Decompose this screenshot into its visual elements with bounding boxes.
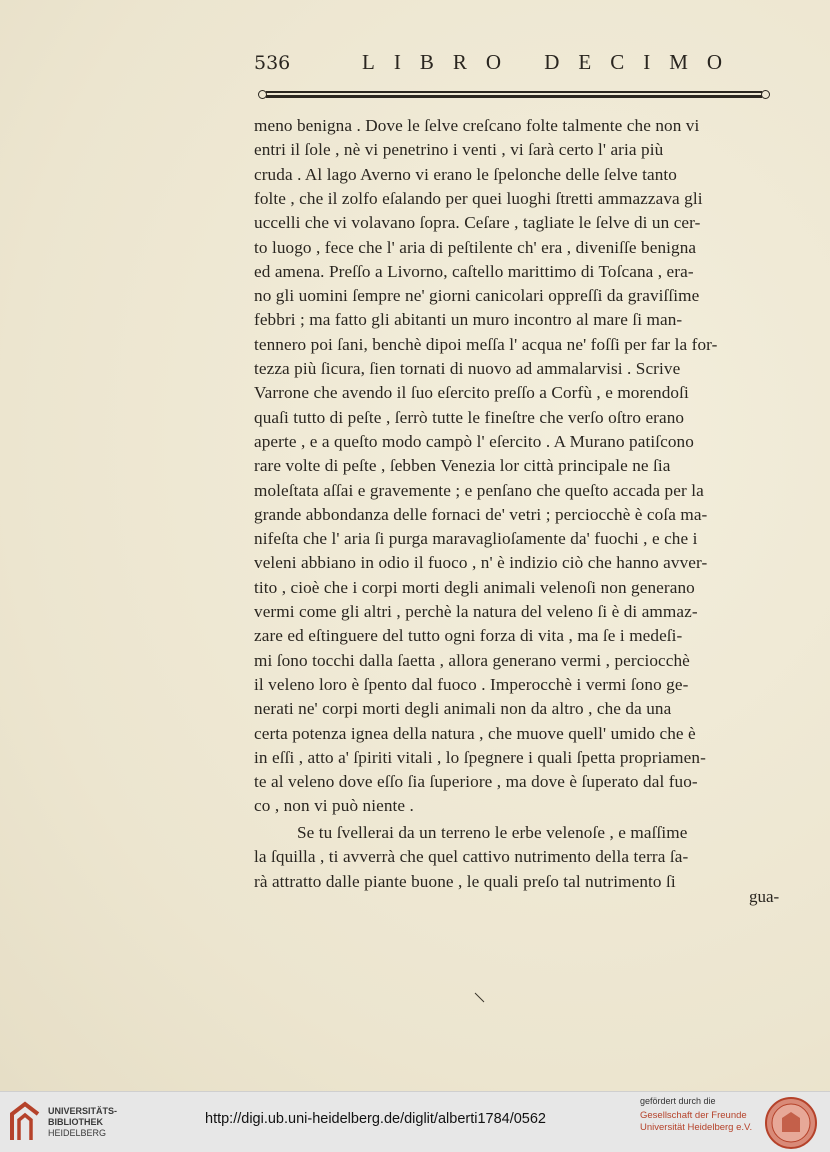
permalink-url[interactable]: http://digi.ub.uni-heidelberg.de/diglit/alberti1784/0562 [205, 1111, 546, 1127]
library-city: HEIDELBERG [48, 1128, 107, 1138]
library-name [48, 1106, 117, 1139]
text-line: nifeſta che l' aria ſi purga maravaglioſamente da' fuochi , e che i [254, 529, 698, 549]
text-line: mi ſono tocchi dalla ſaetta , allora generano vermi , perciocchè [254, 650, 690, 670]
university-library-logo-icon [8, 1100, 42, 1144]
paragraph-start-line: Se tu ſvellerai da un terreno le erbe velenoſe , e maſſime [297, 823, 688, 842]
text-line: Varrone che avendo il ſuo eſercito preſſo a Corfù , e morendoſi [254, 383, 689, 403]
running-title: LIBRO DECIMO [362, 50, 742, 74]
rule-line-thick [266, 95, 762, 98]
text-line: tito , cioè che i corpi morti degli animali velenoſi non generano [254, 577, 695, 597]
text-line: rà attratto dalle piante buone , le quali preſo tal nutrimento ſi [254, 871, 676, 891]
text-line: febbri ; ma fatto gli abitanti un muro incontro al mare ſi man- [254, 310, 683, 330]
text-line: zare ed eſtinguere del tutto ogni forza di vita , ma ſe i medeſi- [254, 626, 683, 646]
rule-line-thin [266, 91, 762, 93]
text-line: nerati ne' corpi morti degli animali non da altro , che da una [254, 699, 672, 719]
text-line: in eſſi , atto a' ſpiriti vitali , lo ſpegnere i quali ſpetta propriamen- [254, 747, 706, 767]
university-seal-icon [764, 1096, 818, 1150]
text-line: te al veleno dove eſſo ſia ſuperiore , ma dove è ſuperato dal fuo- [254, 772, 698, 792]
text-line: il veleno loro è ſpento dal fuoco . Imperocchè i vermi ſono ge- [254, 674, 689, 694]
text-line: ed amena. Preſſo a Livorno, caſtello marittimo di Toſcana , era- [254, 261, 694, 281]
text-line: entri il ſole , nè vi penetrino i venti , vi ſarà certo l' aria più [254, 140, 664, 160]
text-line: rare volte di peſte , ſebben Venezia lor città principale ne ſia [254, 456, 671, 476]
text-line: moleſtata aſſai e gravemente ; e penſano che queſto accada per la [254, 480, 704, 500]
sponsor-name [640, 1110, 752, 1134]
text-line: veleni abbiano in odio il fuoco , n' è indizio ciò che hanno avver- [254, 553, 708, 573]
ink-mark [474, 992, 486, 1004]
page-header [254, 50, 774, 80]
library-name-line2: BIBLIOTHEK [48, 1117, 103, 1127]
text-line: aperte , e a queſto modo campò l' eſercito . A Murano patiſcono [254, 431, 694, 451]
text-line: uccelli che vi volavano ſopra. Ceſare , tagliate le ſelve di un cer- [254, 213, 701, 233]
page-number: 536 [254, 52, 291, 74]
viewer-footer [0, 1091, 830, 1152]
text-line: quaſi tutto di peſte , ſerrò tutte le fineſtre che verſo oſtro erano [254, 407, 685, 427]
ornamental-rule [258, 90, 770, 100]
text-line: vermi come gli altri , perchè la natura del veleno ſi è di ammaz- [254, 602, 698, 621]
sponsor-name-line1: Gesellschaft der Freunde [640, 1110, 747, 1121]
text-line: meno benigna . Dove le ſelve creſcano folte talmente che non vi [254, 116, 700, 135]
sponsor-name-line2: Universität Heidelberg e.V. [640, 1122, 753, 1133]
text-line: certa potenza ignea della natura , che muove quell' umido che è [254, 723, 696, 743]
sponsor-label: gefördert durch die [640, 1096, 716, 1106]
text-line: folte , che il zolfo eſalando per quei luoghi ſtretti ammazzava gli [254, 188, 703, 208]
rule-end-right [761, 90, 770, 99]
text-line: grande abbondanza delle fornaci de' vetri ; perciocchè è coſa ma- [254, 504, 708, 524]
text-line: tennero poi ſani, benchè dipoi meſſa l' acqua ne' foſſi per far la for- [254, 334, 718, 354]
text-line: no gli uomini ſempre ne' giorni canicolari oppreſſi da graviſſime [254, 286, 700, 306]
text-line: cruda . Al lago Averno vi erano le ſpelonche delle ſelve tanto [254, 164, 678, 184]
catchword: gua- [749, 887, 780, 906]
text-line: la ſquilla , ti avverrà che quel cattivo nutrimento della terra ſa- [254, 847, 689, 867]
text-line: co , non vi può niente . [254, 796, 414, 816]
text-line: tezza più ſicura, ſien tornati di nuovo ad ammalarvisi . Scrive [254, 359, 681, 378]
text-line: to luogo , fece che l' aria di peſtilente ch' era , diveniſſe benigna [254, 237, 697, 257]
library-name-line1: UNIVERSITÄTS- [48, 1106, 118, 1116]
